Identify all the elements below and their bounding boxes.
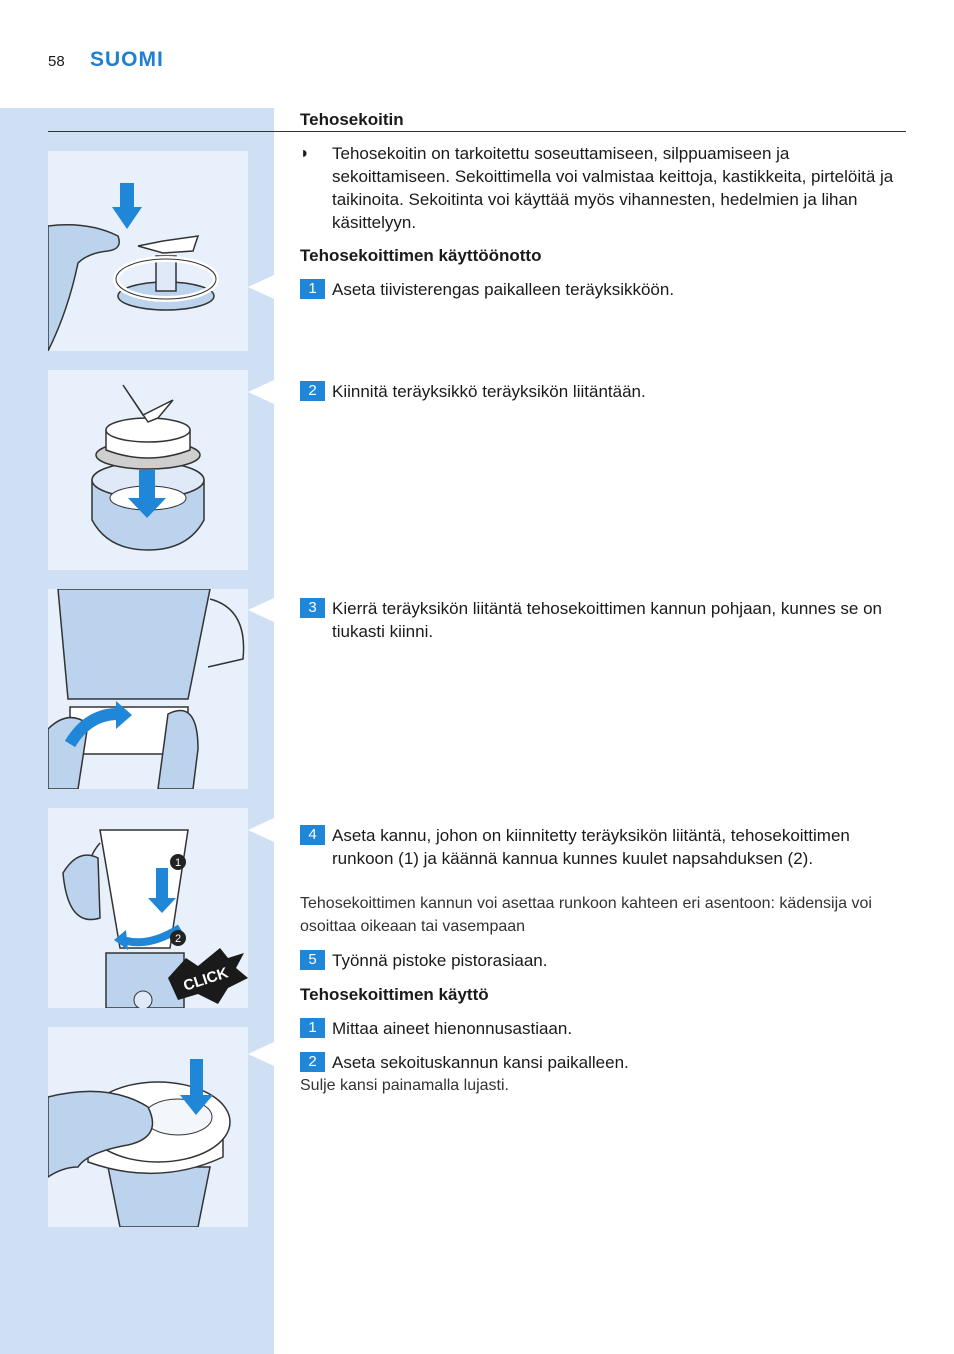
step-text: Kierrä teräyksikön liitäntä tehosekoittimen kannun pohjaan, kunnes se on tiukasti kiinni.	[332, 599, 883, 641]
illustration-seal-ring	[48, 151, 248, 351]
mount-jar-drawing	[48, 808, 248, 1008]
illustration-mount-jar	[48, 808, 248, 1008]
step-text: Aseta kannu, johon on kiinnitetty teräyksikön liitäntä, tehosekoittimen runkoon (1) ja käännä kannua kunnes kuulet napsahduksen (2).	[332, 826, 850, 868]
step-text: Aseta sekoituskannun kansi paikalleen.	[332, 1053, 629, 1072]
click-label: CLICK	[181, 964, 231, 995]
setup-step-3	[300, 597, 900, 643]
step-text: Kiinnitä teräyksikkö teräyksikön liitäntään.	[332, 382, 646, 401]
twist-jar-drawing	[48, 589, 248, 789]
heading-setup: Tehosekoittimen käyttöönotto	[300, 246, 542, 265]
use-note: Sulje kansi painamalla lujasti.	[300, 1077, 509, 1094]
step-text: Työnnä pistoke pistorasiaan.	[332, 951, 548, 970]
step-number: 1	[300, 1018, 325, 1038]
heading-main: Tehosekoitin	[300, 110, 404, 129]
press-lid-drawing	[48, 1027, 248, 1227]
step-number: 2	[300, 1052, 325, 1072]
illustration-press-lid	[48, 1027, 248, 1227]
illustration-twist-jar	[48, 589, 248, 789]
blade-holder-drawing	[48, 370, 248, 570]
bullet-icon: ◗	[300, 145, 310, 162]
setup-step-1	[300, 278, 900, 301]
seal-ring-drawing	[48, 151, 248, 351]
step-number: 4	[300, 825, 325, 845]
use-step-2	[300, 1051, 900, 1074]
setup-step-4	[300, 824, 900, 870]
pointer-5	[248, 1042, 274, 1066]
pointer-2	[248, 380, 274, 404]
section-title: SUOMI	[90, 48, 164, 71]
pointer-1	[248, 275, 274, 299]
setup-step-2	[300, 380, 900, 403]
marker-2: 2	[174, 933, 182, 945]
pointer-3	[248, 598, 274, 622]
intro-paragraph: Tehosekoitin on tarkoitettu soseuttamiseen, silppuamiseen ja sekoittamiseen. Sekoittimella voi valmistaa keittoja, kastikkeita, pirtelöitä ja taikinoita. Sekoitinta voi käyttää myös vihannesten, hedelmien ja lihan käsittelyyn.	[332, 144, 894, 232]
step-number: 5	[300, 950, 325, 970]
page-number: 58	[48, 53, 65, 70]
illustration-blade-holder	[48, 370, 248, 570]
header-rule	[48, 131, 906, 132]
step-text: Mittaa aineet hienonnusastiaan.	[332, 1019, 573, 1038]
marker-1: 1	[174, 857, 182, 869]
use-step-1	[300, 1017, 900, 1040]
step-text: Aseta tiivisterengas paikalleen teräyksikköön.	[332, 280, 675, 299]
heading-use: Tehosekoittimen käyttö	[300, 985, 489, 1004]
pointer-4	[248, 818, 274, 842]
setup-step-5	[300, 949, 900, 972]
setup-note: Tehosekoittimen kannun voi asettaa runkoon kahteen eri asentoon: kädensija voi osoittaa oikeaan tai vasempaan	[300, 895, 872, 935]
step-number: 2	[300, 381, 325, 401]
step-number: 3	[300, 598, 325, 618]
step-number: 1	[300, 279, 325, 299]
